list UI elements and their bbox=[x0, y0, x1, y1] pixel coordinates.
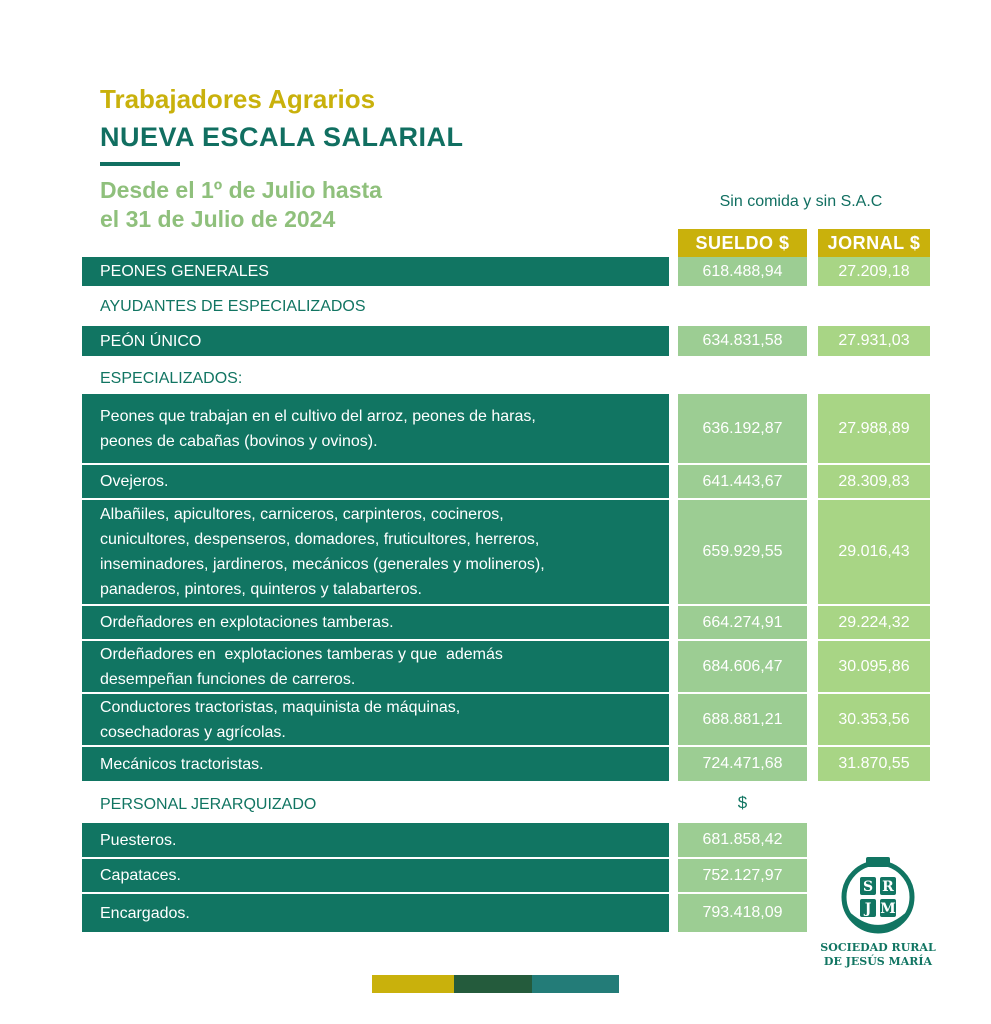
color-bar-teal bbox=[532, 975, 619, 993]
sueldo-arroz: 636.192,87 bbox=[678, 394, 807, 465]
jornal-peon-unico: 27.931,03 bbox=[818, 326, 930, 356]
svg-text:S: S bbox=[862, 879, 874, 895]
sueldo-peon-unico: 634.831,58 bbox=[678, 326, 807, 356]
svg-text:J: J bbox=[864, 901, 872, 917]
title-escala: NUEVA ESCALA SALARIAL bbox=[100, 122, 464, 152]
sueldo-peones-generales: 618.488,94 bbox=[678, 257, 807, 286]
svg-text:R: R bbox=[882, 879, 894, 895]
sueldo-ordenadores-carreros: 684.606,47 bbox=[678, 641, 807, 694]
row-label-peones-generales: PEONES GENERALES bbox=[82, 257, 669, 286]
jornal-ordenadores-carreros: 30.095,86 bbox=[818, 641, 930, 694]
logo-caption bbox=[808, 941, 948, 969]
row-label-encargados: Encargados. bbox=[82, 894, 669, 932]
period-text bbox=[100, 176, 382, 234]
section-jerarquizado: PERSONAL JERARQUIZADO bbox=[100, 795, 317, 813]
jornal-ordenadores: 29.224,32 bbox=[818, 606, 930, 641]
row-label-ovejeros: Ovejeros. bbox=[82, 465, 669, 500]
jornal-oficios: 29.016,43 bbox=[818, 500, 930, 606]
jornal-peones-generales: 27.209,18 bbox=[818, 257, 930, 286]
row-label-arroz-line2: peones de cabañas (bovinos y ovinos). bbox=[100, 432, 378, 450]
color-bar-gold bbox=[372, 975, 454, 993]
row-label-puesteros: Puesteros. bbox=[82, 823, 669, 859]
column-note: Sin comida y sin S.A.C bbox=[719, 193, 883, 210]
title-underline bbox=[100, 162, 180, 166]
sueldo-tractoristas: 688.881,21 bbox=[678, 694, 807, 747]
period-line-2: el 31 de Julio de 2024 bbox=[100, 206, 336, 232]
jerarquizado-currency: $ bbox=[737, 793, 748, 812]
row-label-ordenadores: Ordeñadores en explotaciones tamberas. bbox=[82, 606, 669, 641]
row-label-peon-unico: PEÓN ÚNICO bbox=[82, 326, 669, 356]
jornal-arroz: 27.988,89 bbox=[818, 394, 930, 465]
row-label-oficios-line1: Albañiles, apicultores, carniceros, carpinteros, cocineros, bbox=[100, 506, 504, 523]
row-label-arroz bbox=[82, 394, 669, 465]
logo-line-2: DE JESÚS MARÍA bbox=[823, 955, 933, 968]
row-label-oficios-line4: panaderos, pintores, quinteros y talabarteros. bbox=[100, 581, 422, 598]
row-label-arroz-line1: Peones que trabajan en el cultivo del arroz, peones de haras, bbox=[100, 407, 536, 425]
sueldo-oficios: 659.929,55 bbox=[678, 500, 807, 606]
section-especializados: ESPECIALIZADOS: bbox=[100, 369, 243, 387]
sueldo-capataces: 752.127,97 bbox=[678, 859, 807, 894]
jornal-tractoristas: 30.353,56 bbox=[818, 694, 930, 747]
section-ayudantes: AYUDANTES DE ESPECIALIZADOS bbox=[100, 297, 366, 315]
row-label-oficios-line2: cunicultores, despenseros, domadores, fruticultores, herreros, bbox=[100, 531, 540, 548]
row-label-ordenadores-carreros bbox=[82, 641, 669, 694]
color-bar-dark-green bbox=[454, 975, 532, 993]
srjm-logo bbox=[836, 855, 920, 937]
sueldo-ovejeros: 641.443,67 bbox=[678, 465, 807, 500]
row-label-tractoristas bbox=[82, 694, 669, 747]
sueldo-header: SUELDO $ bbox=[678, 229, 807, 257]
sueldo-ordenadores: 664.274,91 bbox=[678, 606, 807, 641]
row-label-oficios-line3: inseminadores, jardineros, mecánicos (generales y molineros), bbox=[100, 556, 545, 573]
jornal-header: JORNAL $ bbox=[818, 229, 930, 257]
row-label-tractoristas-line1: Conductores tractoristas, maquinista de máquinas, bbox=[100, 698, 461, 716]
row-label-oficios bbox=[82, 500, 669, 606]
sueldo-mecanicos: 724.471,68 bbox=[678, 747, 807, 781]
sueldo-puesteros: 681.858,42 bbox=[678, 823, 807, 859]
period-line-1: Desde el 1º de Julio hasta bbox=[100, 177, 382, 203]
row-label-ordenadores-carreros-line2: desempeñan funciones de carreros. bbox=[100, 670, 356, 688]
logo-line-1: SOCIEDAD RURAL bbox=[820, 941, 936, 954]
row-label-mecanicos: Mecánicos tractoristas. bbox=[82, 747, 669, 781]
row-label-capataces: Capataces. bbox=[82, 859, 669, 894]
title-agrarios: Trabajadores Agrarios bbox=[100, 84, 376, 114]
row-label-tractoristas-line2: cosechadoras y agrícolas. bbox=[100, 723, 286, 741]
sueldo-encargados: 793.418,09 bbox=[678, 894, 807, 932]
svg-text:M: M bbox=[880, 901, 896, 917]
row-label-ordenadores-carreros-line1: Ordeñadores en explotaciones tamberas y que además bbox=[100, 645, 503, 663]
jornal-ovejeros: 28.309,83 bbox=[818, 465, 930, 500]
jornal-mecanicos: 31.870,55 bbox=[818, 747, 930, 781]
